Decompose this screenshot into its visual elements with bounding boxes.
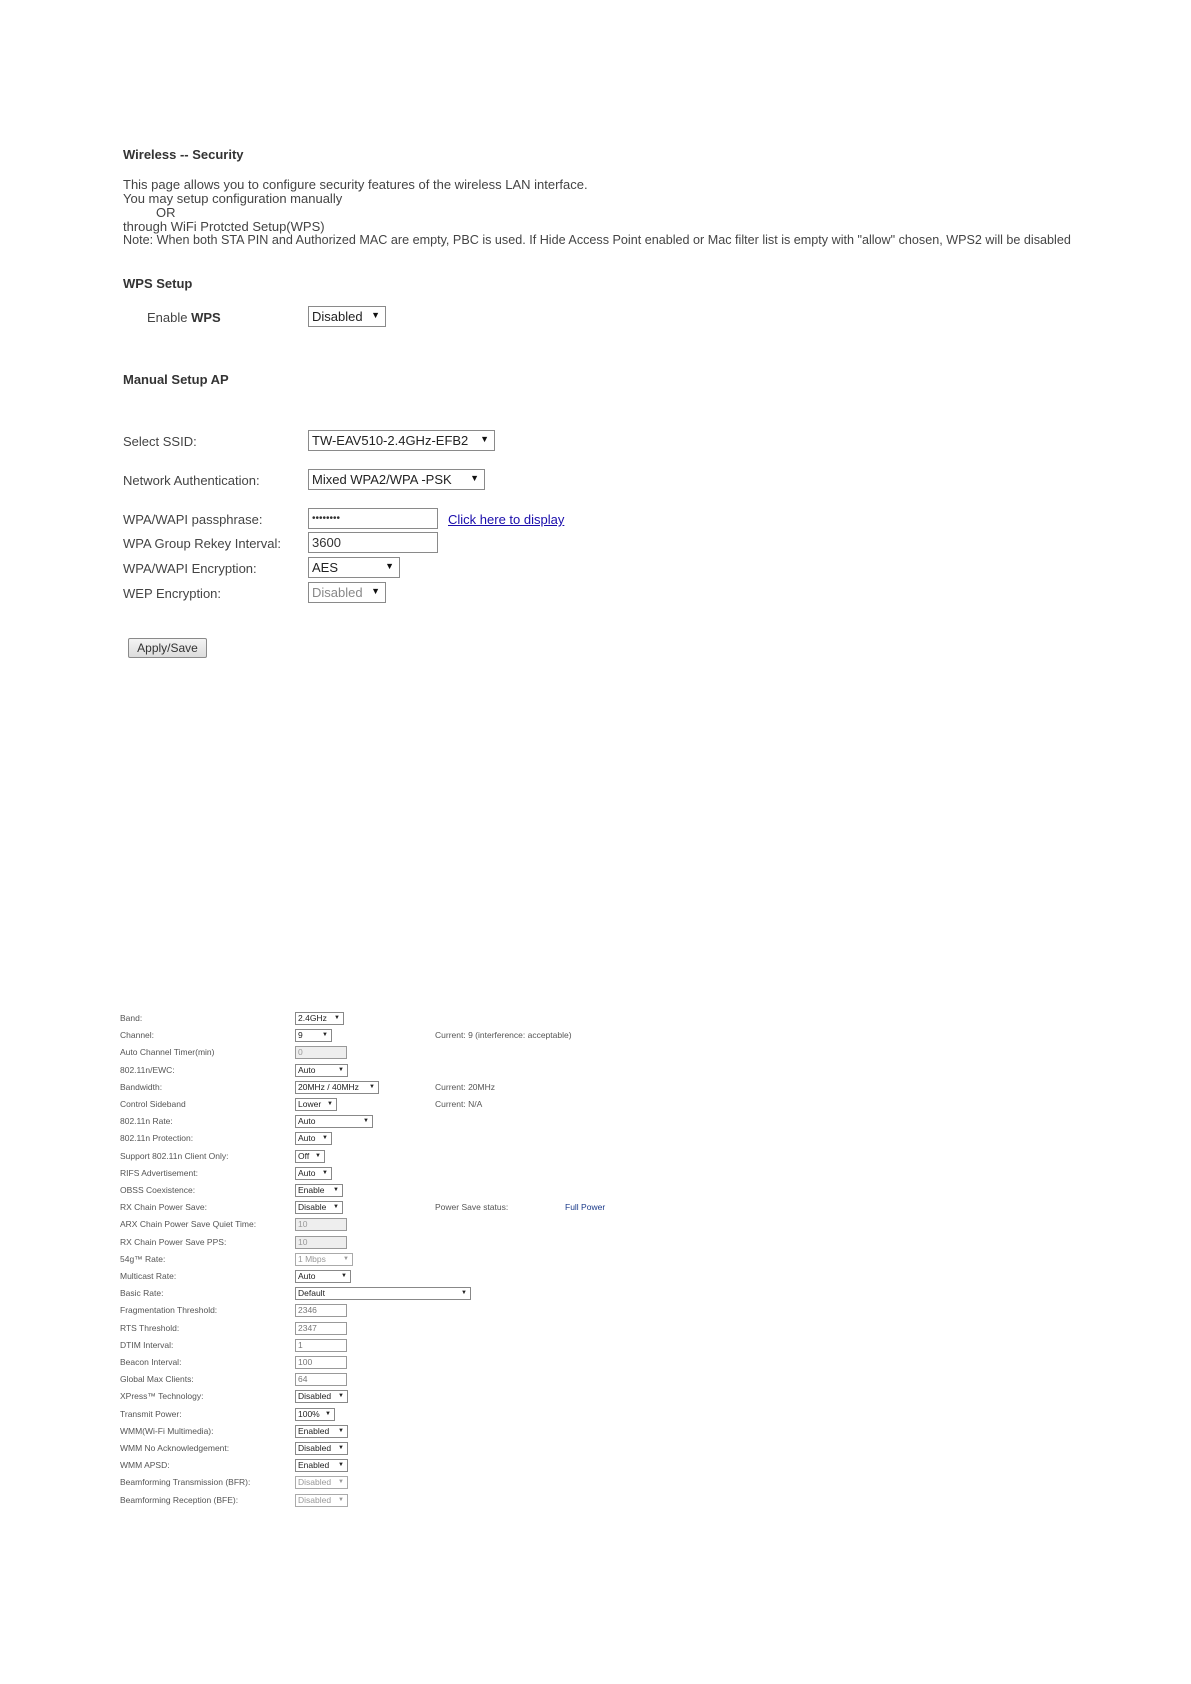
rifs-advertisement-label: RIFS Advertisement: (120, 1168, 198, 1178)
rts-threshold-label: RTS Threshold: (120, 1323, 180, 1333)
wmm-no-acknowledgement-select[interactable]: Disabled ▼ (295, 1442, 348, 1455)
chevron-down-icon: ▼ (327, 1101, 333, 1107)
chevron-down-icon: ▼ (325, 1411, 331, 1417)
54g-rate-label: 54g™ Rate: (120, 1254, 166, 1264)
802-11n-rate-select[interactable]: Auto ▼ (295, 1115, 373, 1128)
rekey-interval-label: WPA Group Rekey Interval: (123, 536, 281, 551)
802-11n-ewc-label: 802.11n/EWC: (120, 1065, 175, 1075)
intro-line-1: This page allows you to configure security features of the wireless LAN interface. (123, 177, 588, 192)
chevron-down-icon: ▼ (322, 1170, 328, 1176)
wps-setup-heading: WPS Setup (123, 276, 193, 291)
network-auth-select[interactable]: Mixed WPA2/WPA -PSK ▼ (308, 469, 485, 490)
chevron-down-icon: ▼ (371, 310, 380, 320)
band-select[interactable]: 2.4GHz ▼ (295, 1012, 344, 1025)
rts-threshold-input[interactable]: 2347 (295, 1322, 347, 1335)
network-auth-label: Network Authentication: (123, 473, 260, 488)
auto-channel-timer-min-label: Auto Channel Timer(min) (120, 1047, 215, 1057)
wmm-apsd-label: WMM APSD: (120, 1460, 170, 1470)
enable-wps-select[interactable]: Disabled ▼ (308, 306, 386, 327)
select-ssid-label: Select SSID: (123, 434, 197, 449)
chevron-down-icon: ▼ (338, 1462, 344, 1468)
rx-chain-power-save-label: RX Chain Power Save: (120, 1202, 207, 1212)
bandwidth-label: Bandwidth: (120, 1082, 163, 1092)
fragmentation-threshold-label: Fragmentation Threshold: (120, 1305, 218, 1315)
wep-encryption-label: WEP Encryption: (123, 586, 222, 601)
transmit-power-label: Transmit Power: (120, 1409, 182, 1419)
transmit-power-select[interactable]: 100% ▼ (295, 1408, 335, 1421)
wps-note: Note: When both STA PIN and Authorized MAC are empty, PBC is used. If Hide Access Point enabled or Mac filter list is empty with "allow" chosen, WPS2 will be disabled (123, 233, 1071, 247)
display-passphrase-link[interactable]: Click here to display (448, 512, 565, 527)
rx-chain-power-save-select[interactable]: Disable ▼ (295, 1201, 343, 1214)
band-label: Band: (120, 1013, 143, 1023)
control-sideband-current-status: Current: N/A (435, 1099, 483, 1109)
wep-encryption-select[interactable]: Disabled ▼ (308, 582, 386, 603)
802-11n-ewc-select[interactable]: Auto ▼ (295, 1064, 348, 1077)
arx-chain-power-save-quiet-time-input[interactable]: 10 (295, 1218, 347, 1231)
wmm-wi-fi-multimedia-label: WMM(Wi-Fi Multimedia): (120, 1426, 214, 1436)
dtim-interval-input[interactable]: 1 (295, 1339, 347, 1352)
chevron-down-icon: ▼ (461, 1290, 467, 1296)
54g-rate-select[interactable]: 1 Mbps ▼ (295, 1253, 353, 1266)
multicast-rate-label: Multicast Rate: (120, 1271, 177, 1281)
bandwidth-select[interactable]: 20MHz / 40MHz ▼ (295, 1081, 379, 1094)
beamforming-transmission-bfr-label: Beamforming Transmission (BFR): (120, 1477, 251, 1487)
802-11n-rate-label: 802.11n Rate: (120, 1116, 173, 1126)
control-sideband-select[interactable]: Lower ▼ (295, 1098, 337, 1111)
chevron-down-icon: ▼ (363, 1118, 369, 1124)
chevron-down-icon: ▼ (369, 1084, 375, 1090)
multicast-rate-select[interactable]: Auto ▼ (295, 1270, 351, 1283)
chevron-down-icon: ▼ (470, 473, 479, 483)
chevron-down-icon: ▼ (480, 434, 489, 444)
beamforming-reception-bfe-label: Beamforming Reception (BFE): (120, 1495, 239, 1505)
xpress-technology-label: XPress™ Technology: (120, 1391, 204, 1401)
chevron-down-icon: ▼ (338, 1445, 344, 1451)
power-save-status-value: Full Power (565, 1202, 606, 1212)
chevron-down-icon: ▼ (343, 1256, 349, 1262)
wpa-encryption-label: WPA/WAPI Encryption: (123, 561, 257, 576)
chevron-down-icon: ▼ (338, 1479, 344, 1485)
wmm-wi-fi-multimedia-select[interactable]: Enabled ▼ (295, 1425, 348, 1438)
chevron-down-icon: ▼ (371, 586, 380, 596)
beacon-interval-label: Beacon Interval: (120, 1357, 182, 1367)
chevron-down-icon: ▼ (334, 1015, 340, 1021)
beacon-interval-input[interactable]: 100 (295, 1356, 347, 1369)
beamforming-reception-bfe-select[interactable]: Disabled ▼ (295, 1494, 348, 1507)
chevron-down-icon: ▼ (333, 1187, 339, 1193)
802-11n-protection-label: 802.11n Protection: (120, 1133, 194, 1143)
chevron-down-icon: ▼ (338, 1067, 344, 1073)
chevron-down-icon: ▼ (341, 1273, 347, 1279)
chevron-down-icon: ▼ (338, 1393, 344, 1399)
enable-wps-label: Enable WPS (147, 310, 221, 325)
obss-coexistence-label: OBSS Coexistence: (120, 1185, 196, 1195)
obss-coexistence-select[interactable]: Enable ▼ (295, 1184, 343, 1197)
wmm-apsd-select[interactable]: Enabled ▼ (295, 1459, 348, 1472)
intro-line-2: You may setup configuration manually (123, 191, 343, 206)
wpa-encryption-select[interactable]: AES ▼ (308, 557, 400, 578)
chevron-down-icon: ▼ (385, 561, 394, 571)
control-sideband-label: Control Sideband (120, 1099, 186, 1109)
support-802-11n-client-only-select[interactable]: Off ▼ (295, 1150, 325, 1163)
select-ssid-select[interactable]: TW-EAV510-2.4GHz-EFB2 ▼ (308, 430, 495, 451)
chevron-down-icon: ▼ (333, 1204, 339, 1210)
passphrase-label: WPA/WAPI passphrase: (123, 512, 263, 527)
page-title: Wireless -- Security (123, 147, 244, 162)
basic-rate-select[interactable]: Default ▼ (295, 1287, 471, 1300)
manual-setup-heading: Manual Setup AP (123, 372, 229, 387)
chevron-down-icon: ▼ (338, 1428, 344, 1434)
rx-chain-power-save-pps-label: RX Chain Power Save PPS: (120, 1237, 227, 1247)
passphrase-input[interactable]: •••••••• (308, 508, 438, 529)
rekey-interval-input[interactable]: 3600 (308, 532, 438, 553)
chevron-down-icon: ▼ (322, 1135, 328, 1141)
apply-save-button[interactable]: Apply/Save (128, 638, 207, 658)
bandwidth-current-status: Current: 20MHz (435, 1082, 495, 1092)
802-11n-protection-select[interactable]: Auto ▼ (295, 1132, 332, 1145)
global-max-clients-label: Global Max Clients: (120, 1374, 194, 1384)
global-max-clients-input[interactable]: 64 (295, 1373, 347, 1386)
chevron-down-icon: ▼ (315, 1153, 321, 1159)
rx-chain-power-save-pps-input[interactable]: 10 (295, 1236, 347, 1249)
channel-select[interactable]: 9 ▼ (295, 1029, 332, 1042)
basic-rate-label: Basic Rate: (120, 1288, 164, 1298)
channel-current-status: Current: 9 (interference: acceptable) (435, 1030, 572, 1040)
intro-or: OR (156, 205, 176, 220)
chevron-down-icon: ▼ (338, 1497, 344, 1503)
intro-line-3: through WiFi Protcted Setup(WPS) (123, 219, 325, 234)
beamforming-transmission-bfr-select[interactable]: Disabled ▼ (295, 1476, 348, 1489)
fragmentation-threshold-input[interactable]: 2346 (295, 1304, 347, 1317)
support-802-11n-client-only-label: Support 802.11n Client Only: (120, 1151, 229, 1161)
channel-label: Channel: (120, 1030, 155, 1040)
chevron-down-icon: ▼ (322, 1032, 328, 1038)
auto-channel-timer-min-input[interactable]: 0 (295, 1046, 347, 1059)
rx-chain-power-save-current-status: Power Save status: (435, 1202, 509, 1212)
xpress-technology-select[interactable]: Disabled ▼ (295, 1390, 348, 1403)
arx-chain-power-save-quiet-time-label: ARX Chain Power Save Quiet Time: (120, 1219, 257, 1229)
rifs-advertisement-select[interactable]: Auto ▼ (295, 1167, 332, 1180)
wmm-no-acknowledgement-label: WMM No Acknowledgement: (120, 1443, 230, 1453)
dtim-interval-label: DTIM Interval: (120, 1340, 174, 1350)
